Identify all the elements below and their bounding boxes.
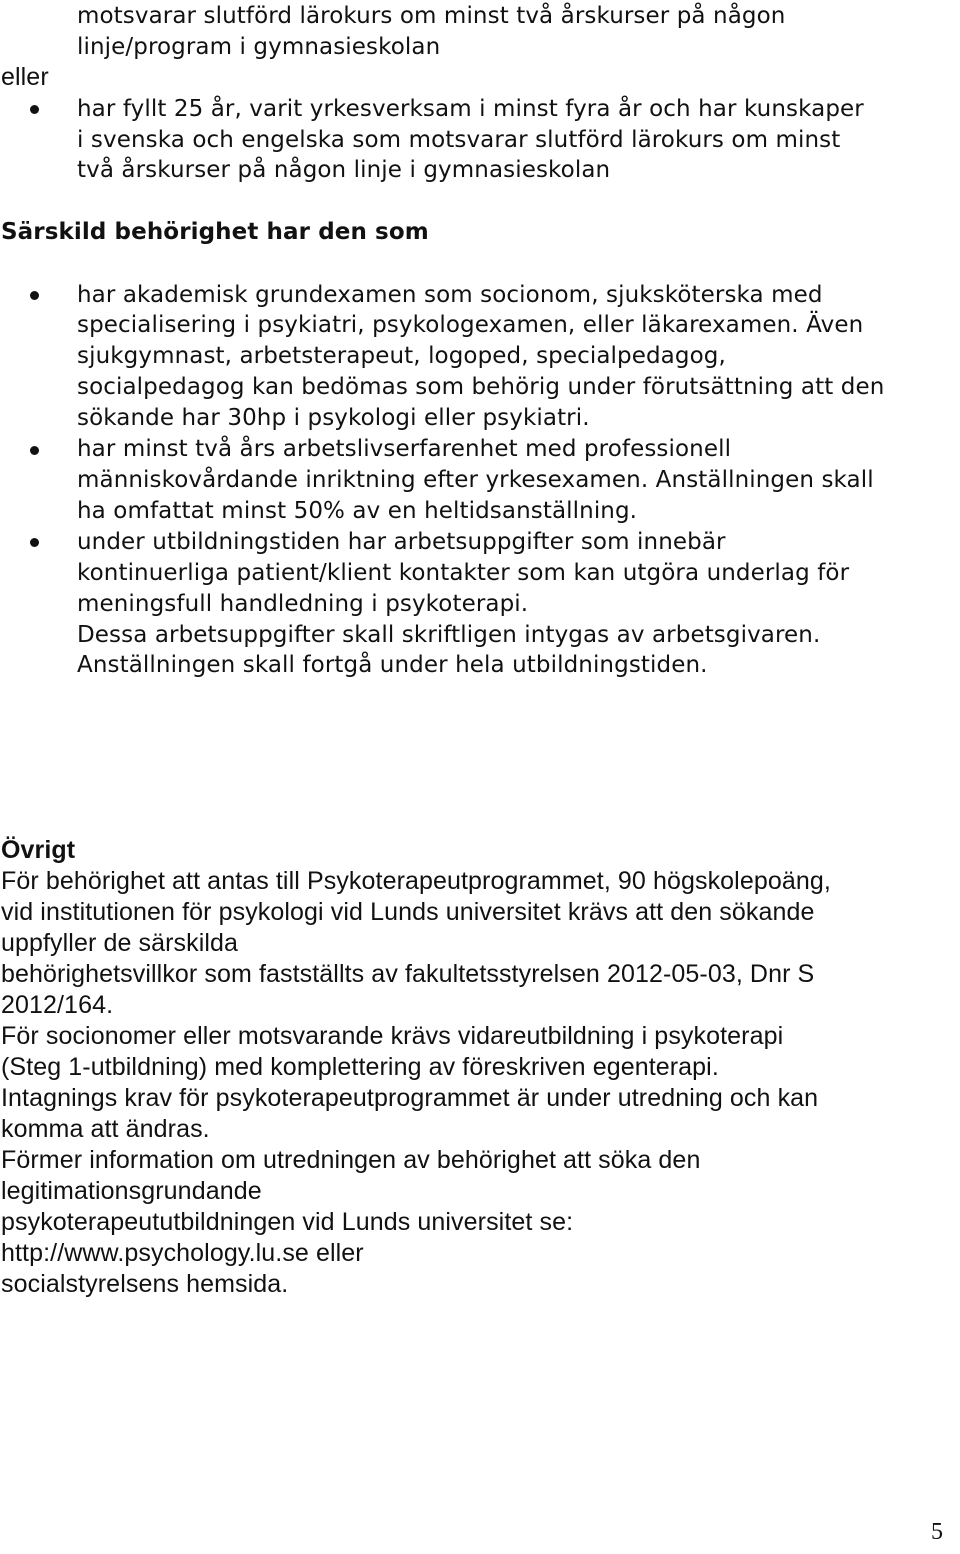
paragraph-line: legitimationsgrundande (1, 1177, 262, 1205)
list-item-line: Anställningen skall fortgå under hela utbildningstiden. (77, 652, 708, 678)
text-line-eller: eller (1, 63, 49, 91)
list-item-line: kontinuerliga patient/klient kontakter som kan utgöra underlag för (77, 560, 850, 586)
bullet-icon (30, 105, 39, 114)
list-item-line: två årskurser på någon linje i gymnasieskolan (77, 157, 611, 183)
list-item-line: har akademisk grundexamen som socionom, sjuksköterska med (77, 282, 823, 308)
list-item-line: har minst två års arbetslivserfarenhet med professionell (77, 436, 732, 462)
paragraph-line: För behörighet att antas till Psykoterapeutprogrammet, 90 högskolepoäng, (1, 867, 831, 895)
text-line: linje/program i gymnasieskolan (77, 34, 441, 60)
list-item-line: socialpedagog kan bedömas som behörig under förutsättning att den (77, 374, 885, 400)
list-item-line: specialisering i psykiatri, psykologexamen, eller läkarexamen. Även (77, 312, 864, 338)
bullet-icon (30, 291, 39, 300)
list-item-line: sökande har 30hp i psykologi eller psykiatri. (77, 405, 590, 431)
paragraph-line: behörighetsvillkor som fastställts av fakultetsstyrelsen 2012-05-03, Dnr S (1, 960, 815, 988)
list-item-line: sjukgymnast, arbetsterapeut, logoped, specialpedagog, (77, 343, 726, 369)
paragraph-line-url: http://www.psychology.lu.se eller (1, 1239, 364, 1267)
paragraph-line: (Steg 1-utbildning) med komplettering av föreskriven egenterapi. (1, 1053, 719, 1081)
list-item-line: ha omfattat minst 50% av en heltidsanställning. (77, 498, 638, 524)
text-line: motsvarar slutförd lärokurs om minst två årskurser på någon (77, 3, 786, 29)
list-item-line: har fyllt 25 år, varit yrkesverksam i minst fyra år och har kunskaper (77, 96, 864, 122)
list-item-line: under utbildningstiden har arbetsuppgifter som innebär (77, 529, 726, 555)
paragraph-line: socialstyrelsens hemsida. (1, 1270, 289, 1298)
bullet-icon (30, 446, 39, 455)
paragraph-line: uppfyller de särskilda (1, 929, 239, 957)
section-heading: Särskild behörighet har den som (1, 219, 429, 245)
list-item-line: Dessa arbetsuppgifter skall skriftligen intygas av arbetsgivaren. (77, 622, 821, 648)
page-number: 5 (931, 1519, 943, 1545)
paragraph-line: För socionomer eller motsvarande krävs vidareutbildning i psykoterapi (1, 1022, 784, 1050)
list-item-line: människovårdande inriktning efter yrkesexamen. Anställningen skall (77, 467, 874, 493)
paragraph-line: Intagnings krav för psykoterapeutprogrammet är under utredning och kan (1, 1084, 819, 1112)
paragraph-line: vid institutionen för psykologi vid Lunds universitet krävs att den sökande (1, 898, 815, 926)
paragraph-line: komma att ändras. (1, 1115, 210, 1143)
bullet-icon (30, 538, 39, 547)
section-heading-ovrigt: Övrigt (1, 836, 76, 864)
paragraph-line: Förmer information om utredningen av behörighet att söka den (1, 1146, 701, 1174)
paragraph-line: psykoterapeututbildningen vid Lunds universitet se: (1, 1208, 574, 1236)
list-item-line: i svenska och engelska som motsvarar slutförd lärokurs om minst (77, 127, 841, 153)
paragraph-line: 2012/164. (1, 991, 114, 1019)
list-item-line: meningsfull handledning i psykoterapi. (77, 591, 529, 617)
